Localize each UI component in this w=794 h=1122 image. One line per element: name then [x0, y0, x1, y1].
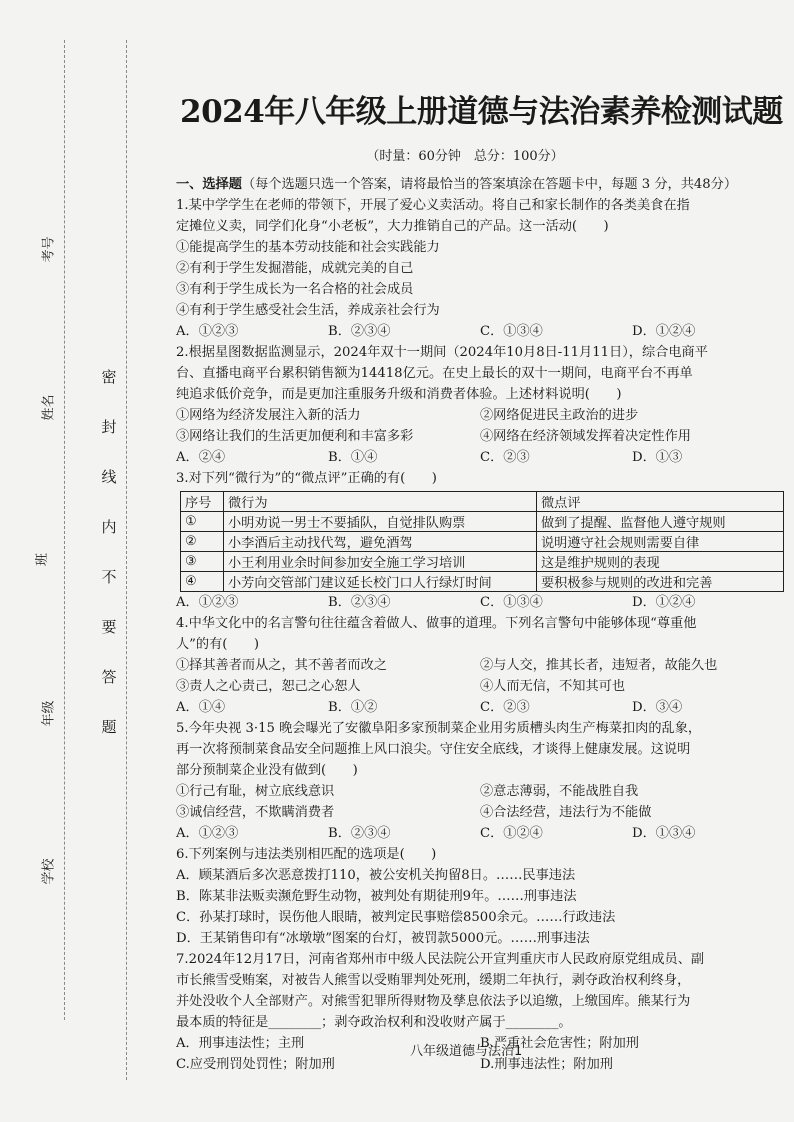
- table-row: [181, 532, 784, 552]
- option-d: D．①②④: [632, 324, 696, 339]
- option-c: C.应受刑罚处罚性；附加刑: [176, 1057, 335, 1072]
- table-row: [181, 572, 784, 592]
- question-3: [176, 468, 784, 613]
- seal-char: 线: [101, 468, 117, 486]
- page-title: 2024年八年级上册道德与法治素养检测试题: [180, 94, 783, 130]
- table-row: [181, 552, 784, 572]
- seal-warning: [100, 352, 118, 752]
- table-cell: 说明遵守社会规则需要自律: [537, 532, 784, 552]
- option-a: A．①②③: [176, 324, 239, 339]
- seal-char: 要: [101, 618, 117, 636]
- option-c: C．①③④: [480, 324, 543, 339]
- side-label-exam-no: 考号: [41, 236, 57, 263]
- statement-row: [176, 655, 784, 676]
- seal-char: 答: [101, 668, 117, 686]
- table-cell: ①: [181, 512, 224, 532]
- question-stem: 4.中华文化中的名言警句往往蕴含着做人、做事的道理。下列名言警句中能够体现“尊重他: [176, 616, 697, 631]
- answer-options: [176, 447, 784, 468]
- question-5: [176, 718, 784, 844]
- column-header: 微点评: [537, 492, 784, 512]
- seal-char: 内: [101, 518, 117, 536]
- section-heading: [176, 174, 784, 195]
- statement-row: [176, 781, 784, 802]
- table-row: [181, 512, 784, 532]
- page-footer: 八年级道德与法治1: [410, 1044, 523, 1059]
- question-stem: 2.根据星图数据监测显示，2024年双十一期间（2024年10月8日-11月11日），综合电商平: [176, 345, 708, 360]
- table-cell: ④: [181, 572, 224, 592]
- statement-row: [176, 405, 784, 426]
- section-instruction: （每个选题只选一个答案，请将最恰当的答案填涂在答题卡中，每题 3 分，共48分）: [241, 177, 738, 192]
- question-stem: 1.某中学学生在老师的带领下，开展了爱心义卖活动。将自己和家长制作的各类美食在指: [176, 198, 690, 213]
- table-cell: 做到了提醒、监督他人遵守规则: [537, 512, 784, 532]
- question-stem: 6.下列案例与违法类别相匹配的选项是( ): [176, 847, 437, 862]
- statement: ①网络为经济发展注入新的活力: [176, 408, 361, 423]
- table-cell: 要积极参与规则的改进和完善: [537, 572, 784, 592]
- column-header: 序号: [181, 492, 224, 512]
- section-title: 一、选择题: [176, 177, 242, 192]
- question-6: [176, 844, 784, 949]
- option-d: D．①③: [632, 450, 683, 465]
- option-d: D．①③④: [632, 826, 696, 841]
- statement-row: [176, 426, 784, 447]
- option-c: C．②③: [480, 450, 530, 465]
- answer-options: [176, 823, 784, 844]
- statement: ②有利于学生发掘潜能，成就完美的自己: [176, 261, 414, 276]
- question-stem: 3.对下列“微行为”的“微点评”正确的有( ): [176, 471, 437, 486]
- option-c: C．①③④: [480, 595, 543, 610]
- question-2: [176, 342, 784, 468]
- question-stem: 最本质的特征是________；剥夺政治权利和没收财产属于________。: [176, 1015, 572, 1030]
- option-d: D．③④: [632, 700, 683, 715]
- binding-line-left: [64, 40, 65, 1020]
- side-label-name: 姓名: [41, 394, 57, 421]
- table-cell: 小明劝说一男士不要插队，自觉排队购票: [224, 512, 537, 532]
- question-stem: 定摊位义卖，同学们化身“小老板”，大力推销自己的产品。这一活动( ): [176, 219, 609, 234]
- statement: ①择其善者而从之，其不善者而改之: [176, 658, 387, 673]
- option-b: B．②③④: [328, 826, 391, 841]
- statement: ④网络在经济领域发挥着决定性作用: [480, 429, 691, 444]
- question-stem: 7.2024年12月17日，河南省郑州市中级人民法院公开宣判重庆市人民政府原党组成员、副: [176, 952, 705, 967]
- statement: ③诚信经营，不欺瞒消费者: [176, 805, 335, 820]
- seal-char: 题: [101, 718, 117, 736]
- table-cell: 小李酒后主动找代驾，避免酒驾: [224, 532, 537, 552]
- table-cell: ②: [181, 532, 224, 552]
- option-a: A．顾某酒后多次恶意拨打110，被公安机关拘留8日。……民事违法: [176, 868, 576, 883]
- option-c: C．孙某打球时，误伤他人眼睛，被判定民事赔偿8500余元。……行政违法: [176, 910, 616, 925]
- table-cell: 小芳向交管部门建议延长校门口人行绿灯时间: [224, 572, 537, 592]
- option-b: B．①②: [328, 700, 378, 715]
- table-cell: 这是维护规则的表现: [537, 552, 784, 572]
- question-stem: 5.今年央视 3·15 晚会曝光了安徽阜阳多家预制菜企业用劣质槽头肉生产梅菜扣肉的乱象，: [176, 721, 702, 736]
- side-label-grade: 年级: [41, 700, 57, 727]
- option-c: C．①②④: [480, 826, 543, 841]
- option-d: D.刑事违法性；附加刑: [480, 1057, 613, 1072]
- seal-char: 封: [101, 418, 117, 436]
- option-b: B．②③④: [328, 324, 391, 339]
- answer-options: [176, 592, 784, 613]
- statement-row: [176, 676, 784, 697]
- question-stem: 再一次将预制菜食品安全问题推上风口浪尖。守住安全底线，才谈得上健康发展。这说明: [176, 742, 691, 757]
- answer-options: [176, 697, 784, 718]
- option-a: A．①②③: [176, 826, 239, 841]
- column-header: 微行为: [224, 492, 537, 512]
- question-4: [176, 613, 784, 718]
- option-d: D．王某销售印有“冰墩墩”图案的台灯，被罚款5000元。……刑事违法: [176, 931, 590, 946]
- option-a: A．①④: [176, 700, 226, 715]
- question-stem: 并处没收个人全部财产。对熊雪犯罪所得财物及孳息依法予以追缴，上缴国库。熊某行为: [176, 994, 691, 1009]
- seal-char: 不: [101, 568, 117, 586]
- exam-content: [176, 86, 784, 1075]
- option-b: B．①④: [328, 450, 378, 465]
- side-label-class: 班: [35, 552, 51, 567]
- statement: ②网络促进民主政治的进步: [480, 408, 639, 423]
- table-header-row: [181, 492, 784, 512]
- statement: ④合法经营，违法行为不能做: [480, 805, 652, 820]
- binding-line-right: [126, 40, 127, 1080]
- option-b: B.严重社会危害性；附加刑: [480, 1036, 639, 1051]
- side-label-school: 学校: [41, 858, 57, 885]
- option-d: D．①②④: [632, 595, 696, 610]
- table-cell: ③: [181, 552, 224, 572]
- statement: ①能提高学生的基本劳动技能和社会实践能力: [176, 240, 440, 255]
- statement: ③网络让我们的生活更加便利和丰富多彩: [176, 429, 414, 444]
- statement: ②与人交，推其长者，违短者，故能久也: [480, 658, 718, 673]
- exam-duration-score: （时量：60分钟 总分：100分）: [366, 149, 564, 164]
- option-a: A．②④: [176, 450, 226, 465]
- option-a: A．刑事违法性；主刑: [176, 1036, 305, 1051]
- question-stem: 纯追求低价竞争，而是更加注重服务升级和消费者体验。上述材料说明( ): [176, 387, 622, 402]
- question-stem: 市长熊雪受贿案，对被告人熊雪以受贿罪判处死刑，缓期二年执行，剥夺政治权利终身，: [176, 973, 691, 988]
- statement: ④人而无信，不知其可也: [480, 679, 626, 694]
- statement: ④有利于学生感受社会生活，养成亲社会行为: [176, 303, 440, 318]
- table-cell: 小王利用业余时间参加安全施工学习培训: [224, 552, 537, 572]
- statement: ③有利于学生成长为一名合格的社会成员: [176, 282, 414, 297]
- question-stem: 人”的有( ): [176, 637, 259, 652]
- option-a: A．①②③: [176, 595, 239, 610]
- option-b: B．陈某非法贩卖濒危野生动物，被判处有期徒刑9年。……刑事违法: [176, 889, 577, 904]
- question-stem: 台、直播电商平台累积销售额为14418亿元。在史上最长的双十一期间，电商平台不再单: [176, 366, 693, 381]
- question-stem: 部分预制菜企业没有做到( ): [176, 763, 358, 778]
- option-b: B．②③④: [328, 595, 391, 610]
- seal-char: 密: [101, 368, 117, 386]
- answer-options: [176, 321, 784, 342]
- option-c: C．②③: [480, 700, 530, 715]
- statement: ②意志薄弱，不能战胜自我: [480, 784, 639, 799]
- statement: ①行己有耻，树立底线意识: [176, 784, 335, 799]
- statement: ③责人之心责己，恕己之心恕人: [176, 679, 361, 694]
- statement-row: [176, 802, 784, 823]
- behavior-table: [180, 491, 784, 592]
- question-1: [176, 195, 784, 342]
